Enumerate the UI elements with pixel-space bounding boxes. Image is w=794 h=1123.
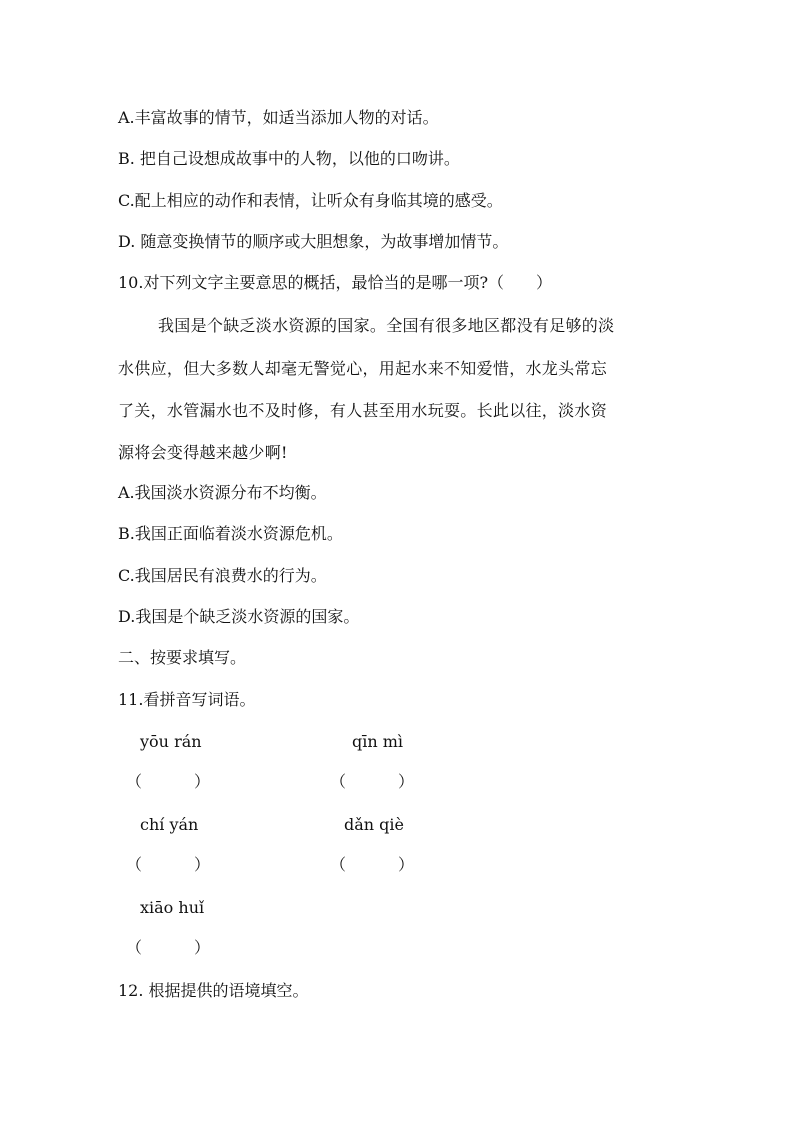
bracket-open: （ [330,772,347,791]
bracket-open: （ [126,772,143,791]
q10-option-c: C.我国居民有浪费水的行为。 [118,566,327,585]
q11-title: 11.看拼音写词语。 [118,690,256,709]
q12-title: 12. 根据提供的语境填空。 [118,981,309,1000]
bracket-close: ） [193,772,210,791]
bracket-close: ） [193,938,210,957]
answer-blank-2[interactable] [330,772,414,792]
passage-line: 水供应，但大多数人却毫无警觉心，用起水来不知爱惜，水龙头常忘 [118,359,608,378]
q9-option-d: D. 随意变换情节的顺序或大胆想象，为故事增加情节。 [118,232,509,251]
pinyin-4: dǎn qiè [344,815,404,834]
section2-title: 二、按要求填写。 [118,648,247,667]
passage-line: 源将会变得越来越少啊! [118,443,288,462]
q9-option-a: A.丰富故事的情节，如适当添加人物的对话。 [118,108,439,127]
pinyin-1: yōu rán [140,732,202,751]
pinyin-3: chí yán [140,815,199,834]
bracket-close: ） [397,772,414,791]
answer-blank-4[interactable] [330,855,414,875]
passage-line: 了关，水管漏水也不及时修，有人甚至用水玩耍。长此以往，淡水资 [118,401,608,420]
bracket-open: （ [126,855,143,874]
bracket-open: （ [126,938,143,957]
q10-option-b: B.我国正面临着淡水资源危机。 [118,524,343,543]
answer-blank-1[interactable] [126,772,210,792]
pinyin-2: qīn mì [352,732,404,751]
q9-option-b: B. 把自己设想成故事中的人物，以他的口吻讲。 [118,149,460,168]
q10-option-d: D.我国是个缺乏淡水资源的国家。 [118,607,360,626]
bracket-open: （ [330,855,347,874]
pinyin-5: xiāo huǐ [140,898,205,917]
passage-line: 我国是个缺乏淡水资源的国家。全国有很多地区都没有足够的淡 [158,316,615,335]
q9-option-c: C.配上相应的动作和表情，让听众有身临其境的感受。 [118,191,503,210]
answer-blank-5[interactable] [126,938,210,958]
bracket-close: ） [193,855,210,874]
q10-question: 10.对下列文字主要意思的概括，最恰当的是哪一项?（ ） [118,273,553,292]
q10-option-a: A.我国淡水资源分布不均衡。 [118,483,327,502]
answer-blank-3[interactable] [126,855,210,875]
bracket-close: ） [397,855,414,874]
